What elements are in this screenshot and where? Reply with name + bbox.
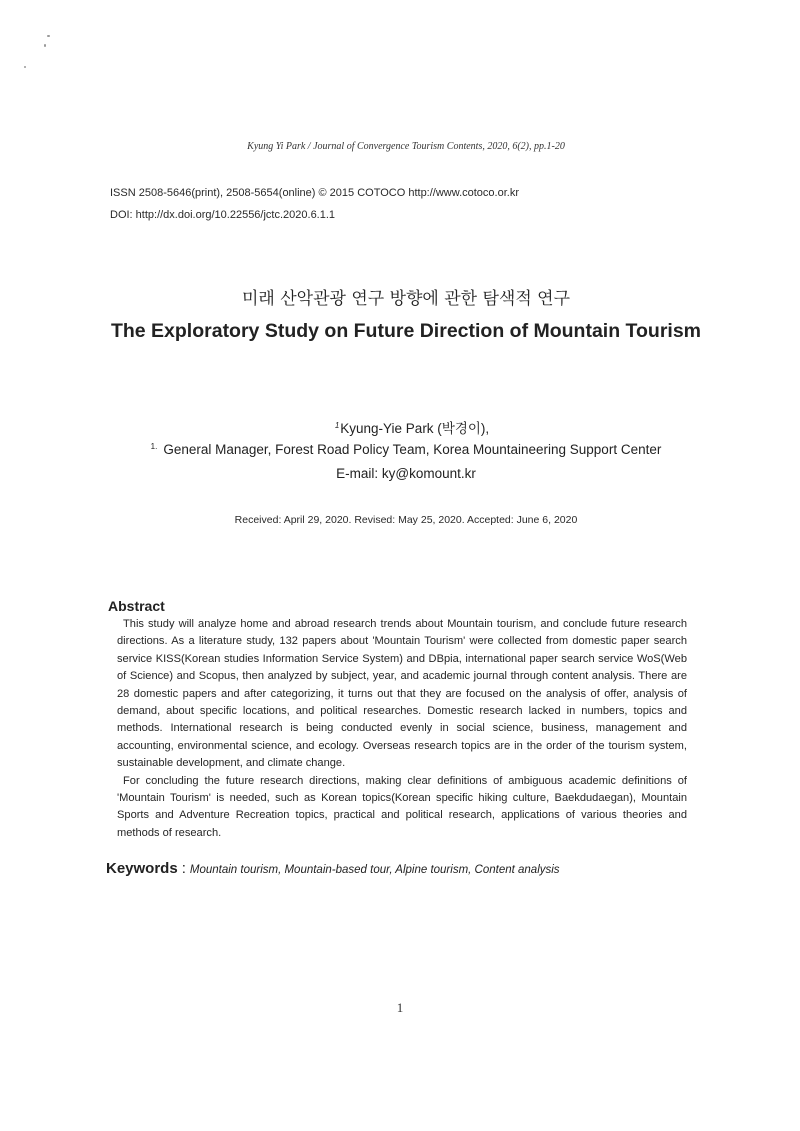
- author-email: E-mail: ky@komount.kr: [336, 466, 476, 481]
- abstract-paragraph: For concluding the future research directions, making clear definitions of ambiguous academic definitions of 'Mountain Tourism' is needed, such as Korean topics(Korean specific hiking culture, Baekdudaegan), Mountain Sports and Adventure Recreation topics, practical and political research, applications of various theories and methods of research.: [117, 774, 687, 839]
- abstract-body: [117, 616, 687, 842]
- running-head: Kyung Yi Park / Journal of Convergence Tourism Contents, 2020, 6(2), pp.1-20: [247, 141, 565, 152]
- issn-line: ISSN 2508-5646(print), 2508-5654(online) © 2015 COTOCO http://www.cotoco.or.kr: [110, 187, 519, 199]
- abstract-heading: Abstract: [108, 598, 165, 614]
- english-title: The Exploratory Study on Future Direction of Mountain Tourism: [110, 320, 702, 342]
- abstract-paragraph: This study will analyze home and abroad research trends about Mountain tourism, and conclude future research directions. As a literature study, 132 papers about 'Mountain Tourism' were collected from domestic paper search service KISS(Korean studies Information Service System) and DBpia, international paper search service WoS(Web of Science) and Scopus, then analyzed by subject, year, and academic journal through content analysis. There are 28 domestic papers and after categorizing, it turns out that they are focused on the analysis of offer, analysis of demand, about specific locations, and political researches. Domestic research lacked in numbers, topics and methods. International research is being conducted evenly in social science, business, management and accounting, environmental science, and ecology. Overseas research topics are in the order of the tourism system, sustainable development, and climate change.: [117, 618, 687, 770]
- affiliation-text: General Manager, Forest Road Policy Team, Korea Mountaineering Support Center: [163, 442, 662, 457]
- keywords-values: Mountain tourism, Mountain-based tour, Alpine tourism, Content analysis: [189, 864, 560, 876]
- author-marker: 1: [334, 421, 340, 430]
- page-number: 1: [396, 1000, 404, 1015]
- scan-speck: [47, 35, 50, 37]
- scan-speck: [44, 44, 46, 47]
- scan-speck: [24, 66, 26, 68]
- author-line: [0, 417, 800, 437]
- affiliation-line: [0, 442, 800, 457]
- doi-line: DOI: http://dx.doi.org/10.22556/jctc.2020.6.1.1: [110, 209, 336, 221]
- korean-title: 미래 산악관광 연구 방향에 관한 탐색적 연구: [241, 289, 571, 309]
- author-name: Kyung-Yie Park (박경이),: [340, 421, 490, 436]
- keywords-separator: :: [181, 860, 186, 877]
- keywords-row: [106, 860, 560, 877]
- keywords-label: Keywords: [106, 860, 178, 877]
- submission-dates: Received: April 29, 2020. Revised: May 25, 2020. Accepted: June 6, 2020: [234, 514, 578, 526]
- affiliation-marker: 1.: [150, 442, 158, 451]
